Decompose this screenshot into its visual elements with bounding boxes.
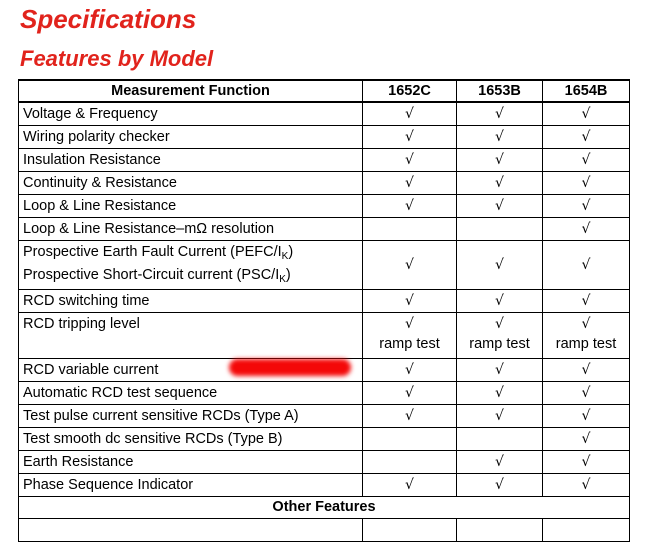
checkmark-icon: √ xyxy=(495,256,504,273)
check-1653b xyxy=(457,312,543,358)
checkmark-icon: √ xyxy=(405,256,414,273)
row-label: Phase Sequence Indicator xyxy=(19,473,363,496)
check-1652c xyxy=(363,194,457,217)
header-measurement-function: Measurement Function xyxy=(19,80,363,102)
row-label: Earth Resistance xyxy=(19,450,363,473)
check-1652c xyxy=(363,148,457,171)
table-row xyxy=(19,381,630,404)
check-1653b xyxy=(457,289,543,312)
check-1654b xyxy=(543,240,630,289)
checkmark-icon: √ xyxy=(405,315,414,332)
check-1654b xyxy=(543,358,630,381)
checkmark-icon: √ xyxy=(405,174,414,191)
checkmark-icon: √ xyxy=(495,292,504,309)
checkmark-icon: √ xyxy=(405,476,414,493)
checkmark-icon: √ xyxy=(581,407,591,424)
table-row xyxy=(19,404,630,427)
check-1654b xyxy=(543,312,630,358)
checkmark-icon: √ xyxy=(495,151,504,168)
check-1652c xyxy=(363,289,457,312)
check-1652c xyxy=(363,450,457,473)
check-1654b xyxy=(543,148,630,171)
checkmark-icon: √ xyxy=(581,476,591,493)
check-1654b xyxy=(543,194,630,217)
row-label: Test pulse current sensitive RCDs (Type A) xyxy=(19,404,363,427)
checkmark-icon: √ xyxy=(581,292,591,309)
checkmark-icon: √ xyxy=(581,453,591,470)
check-1653b xyxy=(457,427,543,450)
redaction-mark xyxy=(229,359,351,376)
check-1652c xyxy=(363,125,457,148)
checkmark-icon: √ xyxy=(495,407,504,424)
checkmark-icon: √ xyxy=(495,453,504,470)
check-1652c xyxy=(363,427,457,450)
checkmark-icon: √ xyxy=(405,128,414,145)
row-label: Continuity & Resistance xyxy=(19,171,363,194)
check-1654b xyxy=(543,289,630,312)
checkmark-icon: √ xyxy=(495,315,504,332)
checkmark-icon: √ xyxy=(495,128,504,145)
checkmark-icon: √ xyxy=(495,197,504,214)
table-row xyxy=(19,102,630,125)
ramp-test-note: ramp test xyxy=(469,335,530,352)
checkmark-icon: √ xyxy=(581,106,591,122)
check-1654b xyxy=(543,125,630,148)
row-label-line-2: Prospective Short-Circuit current $(PSC/I_K)$ xyxy=(23,266,291,285)
cell-empty xyxy=(543,518,630,541)
checkmark-icon: √ xyxy=(495,476,504,493)
check-1652c xyxy=(363,381,457,404)
checkmark-icon: √ xyxy=(581,174,591,191)
checkmark-icon: √ xyxy=(405,361,414,378)
checkmark-icon: √ xyxy=(405,407,414,424)
checkmark-icon: √ xyxy=(581,384,591,401)
table-row xyxy=(19,312,630,358)
row-label: Loop & Line Resistance xyxy=(19,194,363,217)
checkmark-icon: √ xyxy=(581,256,591,273)
checkmark-icon: √ xyxy=(405,151,414,168)
table-row xyxy=(19,450,630,473)
table-row xyxy=(19,240,630,289)
header-1652c: 1652C xyxy=(363,80,457,102)
checkmark-icon: √ xyxy=(405,106,414,122)
table-row xyxy=(19,194,630,217)
features-table xyxy=(18,79,630,542)
row-label xyxy=(19,240,363,289)
check-1653b xyxy=(457,217,543,240)
check-1654b xyxy=(543,381,630,404)
check-1653b xyxy=(457,240,543,289)
table-row xyxy=(19,171,630,194)
checkmark-icon: √ xyxy=(581,151,591,168)
checkmark-icon: √ xyxy=(405,292,414,309)
check-1654b xyxy=(543,102,630,125)
check-1654b xyxy=(543,404,630,427)
row-label: RCD switching time xyxy=(19,289,363,312)
table-row xyxy=(19,125,630,148)
checkmark-icon: √ xyxy=(405,384,414,401)
ramp-test-note: ramp test xyxy=(379,335,440,352)
checkmark-icon: √ xyxy=(581,197,591,214)
row-label: Loop & Line Resistance–mΩ resolution xyxy=(19,217,363,240)
row-label: RCD tripping level xyxy=(19,312,363,358)
checkmark-icon: √ xyxy=(581,430,591,447)
check-1652c xyxy=(363,171,457,194)
page-title: Specifications xyxy=(20,4,197,34)
check-1653b xyxy=(457,194,543,217)
table-row xyxy=(19,217,630,240)
check-1653b xyxy=(457,450,543,473)
check-1653b xyxy=(457,125,543,148)
row-label: Insulation Resistance xyxy=(19,148,363,171)
checkmark-icon: √ xyxy=(495,361,504,378)
checkmark-icon: √ xyxy=(405,197,414,214)
other-features-heading: Other Features xyxy=(19,496,630,518)
checkmark-icon: √ xyxy=(581,315,591,332)
check-1653b xyxy=(457,473,543,496)
check-1654b xyxy=(543,473,630,496)
row-label: Voltage & Frequency xyxy=(19,102,363,125)
check-1654b xyxy=(543,427,630,450)
table-row xyxy=(19,518,630,541)
table-row xyxy=(19,427,630,450)
check-1653b xyxy=(457,404,543,427)
check-1652c xyxy=(363,240,457,289)
check-1652c xyxy=(363,102,457,125)
check-1653b xyxy=(457,171,543,194)
check-1652c xyxy=(363,312,457,358)
table-header-row xyxy=(19,80,630,102)
check-1653b xyxy=(457,148,543,171)
row-label: RCD variable current xyxy=(19,358,363,381)
table-row xyxy=(19,148,630,171)
checkmark-icon: √ xyxy=(495,174,504,191)
row-label-line-1: Prospective Earth Fault Current $(PEFC/I_K)$ xyxy=(23,243,294,262)
check-1654b xyxy=(543,171,630,194)
check-1653b xyxy=(457,102,543,125)
check-1654b xyxy=(543,217,630,240)
check-1652c xyxy=(363,404,457,427)
section-title: Features by Model xyxy=(20,46,214,71)
checkmark-icon: √ xyxy=(495,106,504,122)
table-row xyxy=(19,473,630,496)
cell-empty xyxy=(457,518,543,541)
row-label-empty xyxy=(19,518,363,541)
checkmark-icon: √ xyxy=(495,384,504,401)
header-1654b: 1654B xyxy=(543,80,630,102)
table-row xyxy=(19,289,630,312)
check-1652c xyxy=(363,473,457,496)
checkmark-icon: √ xyxy=(581,128,591,145)
checkmark-icon: √ xyxy=(581,361,591,378)
checkmark-icon: √ xyxy=(581,220,591,237)
row-label: Wiring polarity checker xyxy=(19,125,363,148)
check-1652c xyxy=(363,358,457,381)
cell-empty xyxy=(363,518,457,541)
check-1653b xyxy=(457,381,543,404)
row-label: Test smooth dc sensitive RCDs (Type B) xyxy=(19,427,363,450)
check-1653b xyxy=(457,358,543,381)
ramp-test-note: ramp test xyxy=(555,335,617,352)
other-features-row xyxy=(19,496,630,518)
header-1653b: 1653B xyxy=(457,80,543,102)
row-label: Automatic RCD test sequence xyxy=(19,381,363,404)
check-1654b xyxy=(543,450,630,473)
check-1652c xyxy=(363,217,457,240)
